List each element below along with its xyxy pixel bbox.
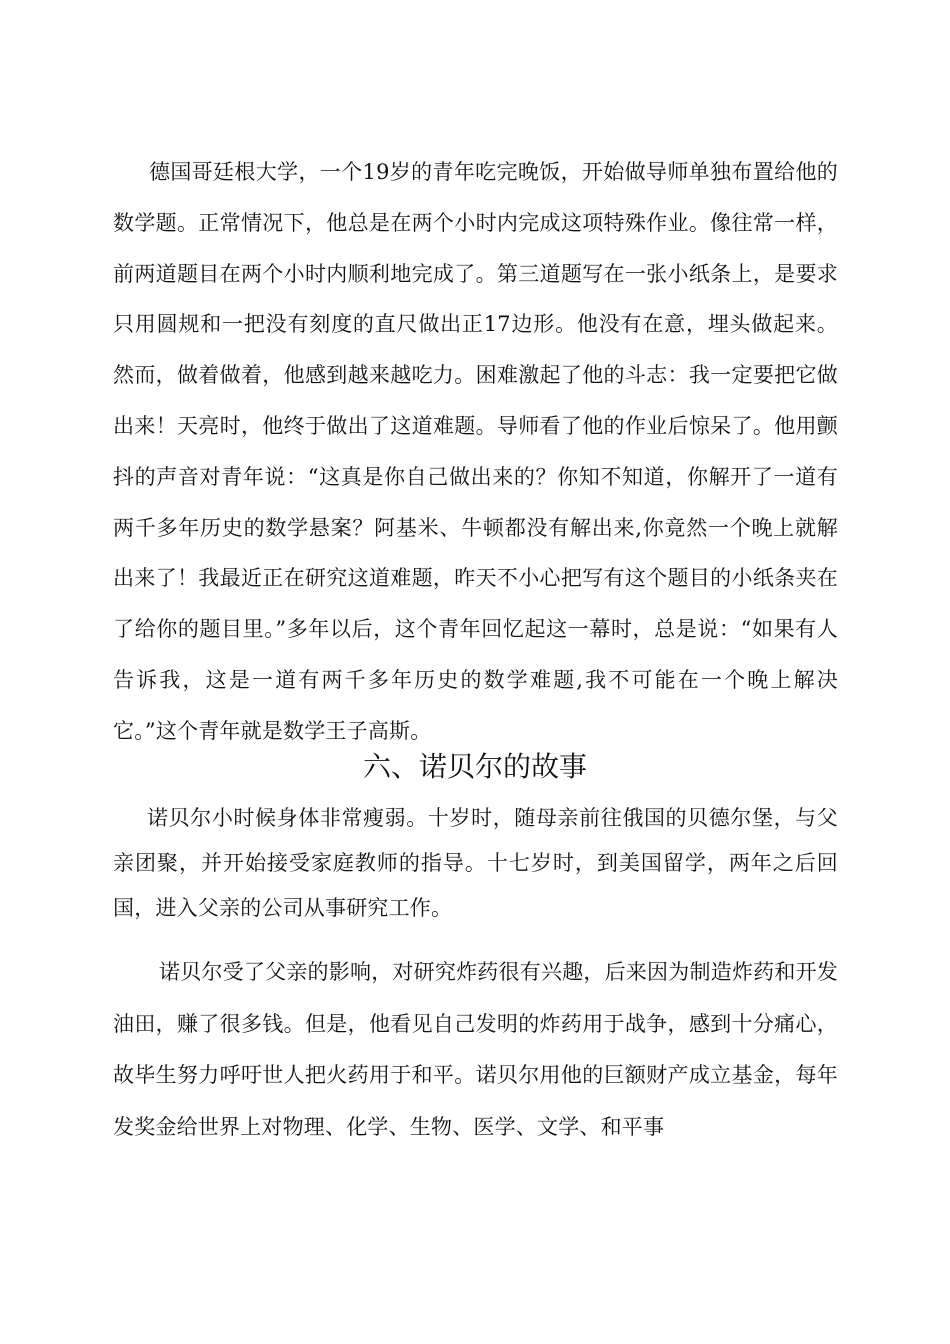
nobel-childhood-paragraph: 诺贝尔小时候身体非常瘦弱。十岁时，随母亲前往俄国的贝德尔堡，与父亲团聚，并开始接受家庭教师的指导。十七岁时，到美国留学，两年之后回国，进入父亲的公司从事研究工作。 [113, 806, 838, 920]
nobel-prize-paragraph: 诺贝尔受了父亲的影响，对研究炸药很有兴趣，后来因为制造炸药和开发油田，赚了很多钱。但是，他看见自己发明的炸药用于战争，感到十分痛心，故毕生努力呼吁世人把火药用于和平。诺贝尔用他的巨额财产成立基金，每年发奖金给世界上对物理、化学、生物、医学、文学、和平事 [113, 960, 838, 1139]
section-heading-nobel: 六、诺贝尔的故事 [362, 750, 587, 783]
gauss-story-paragraph: 德国哥廷根大学，一个19岁的青年吃完晚饭，开始做导师单独布置给他的数学题。正常情况下，他总是在两个小时内完成这项特殊作业。像往常一样，前两道题目在两个小时内顺利地完成了。第三道题写在一张小纸条上，是要求只用圆规和一把没有刻度的直尺做出正17边形。他没有在意，埋头做起来。然而，做着做着，他感到越来越吃力。困难激起了他的斗志：我一定要把它做出来！天亮时，他终于做出了这道难题。导师看了他的作业后惊呆了。他用颤抖的声音对青年说：“这真是你自己做出来的？你知不知道，你解开了一道有两千多年历史的数学悬案？阿基米、牛顿都没有解出来,你竟然一个晚上就解出来了！我最近正在研究这道难题，昨天不小心把写有这个题目的小纸条夹在了给你的题目里。”多年以后，这个青年回忆起这一幕时，总是说：“如果有人告诉我，这是一道有两千多年历史的数学难题,我不可能在一个晚上解决它。”这个青年就是数学王子高斯。 [113, 160, 838, 743]
